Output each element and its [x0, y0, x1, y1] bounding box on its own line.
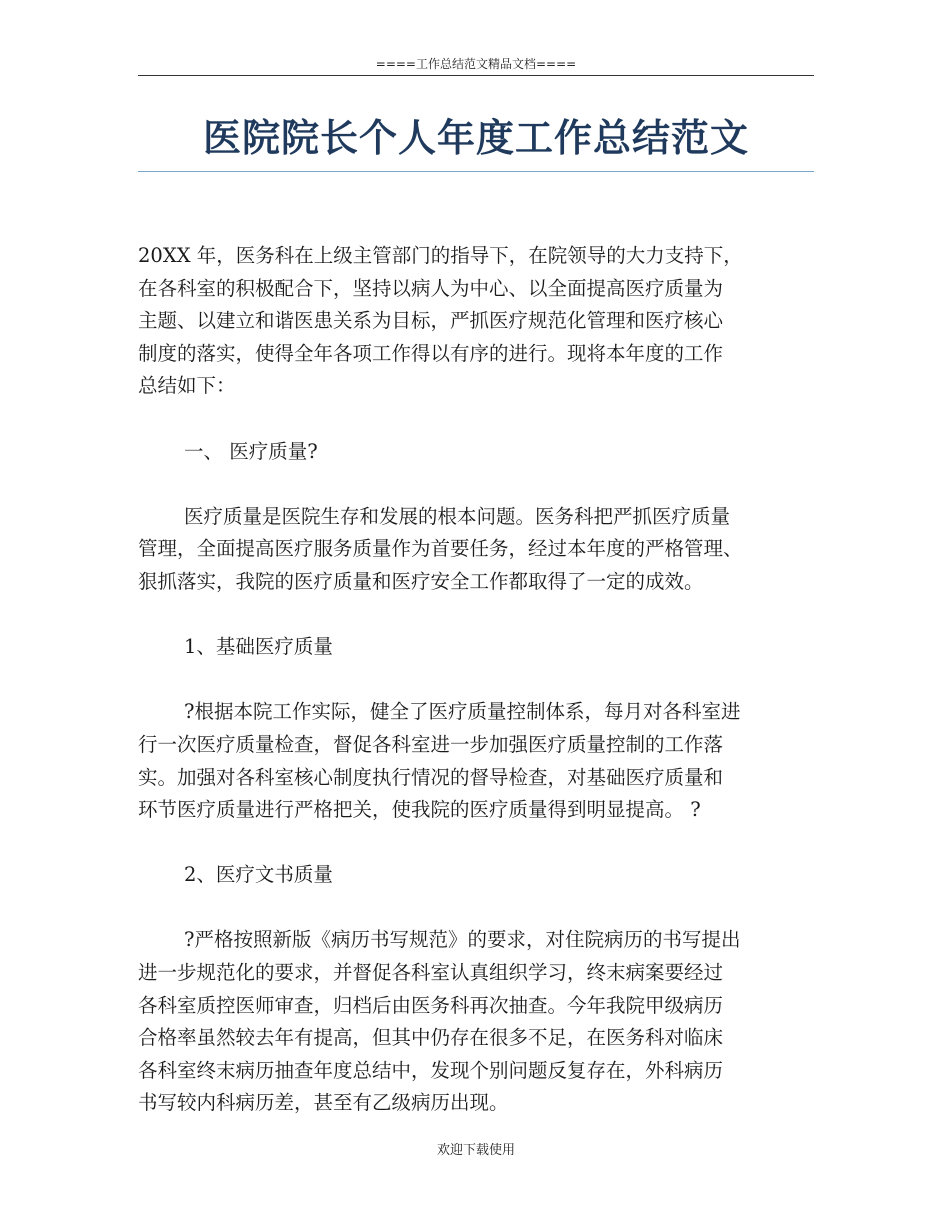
subsection-1-paragraph	[138, 696, 838, 826]
text-line: 在各科室的积极配合下，坚持以病人为中心、以全面提高医疗质量为	[138, 276, 724, 300]
title-divider	[138, 171, 814, 172]
text-line: 医疗质量是医院生存和发展的根本问题。医务科把严抓医疗质量	[184, 504, 731, 528]
text-line: 管理，全面提高医疗服务质量作为首要任务，经过本年度的严格管理、	[138, 537, 743, 561]
document-body	[138, 240, 838, 1120]
text-line: 各科室终末病历抽查年度总结中，发现个别问题反复存在，外科病历	[138, 1058, 724, 1082]
subsection-heading-basic-quality	[138, 631, 838, 664]
subsection-2-paragraph	[138, 924, 838, 1120]
text-line: ?严格按照新版《病历书写规范》的要求，对住院病历的书写提出	[184, 928, 741, 952]
text-line: 书写较内科病历差，甚至有乙级病历出现。	[138, 1091, 509, 1115]
intro-paragraph	[138, 240, 838, 403]
heading-text: 2、医疗文书质量	[184, 863, 333, 887]
page-header-label: ====工作总结范文精品文档====	[375, 57, 577, 71]
text-line: 20XX 年，医务科在上级主管部门的指导下，在院领导的大力支持下，	[138, 244, 743, 267]
document-title: 医院院长个人年度工作总结范文	[202, 116, 749, 160]
text-line: 环节医疗质量进行严格把关，使我院的医疗质量得到明显提高。 ?	[138, 798, 701, 822]
section-1-paragraph	[138, 501, 838, 599]
text-line: 行一次医疗质量检查，督促各科室进一步加强医疗质量控制的工作落	[138, 732, 724, 756]
text-line: ?根据本院工作实际，健全了医疗质量控制体系，每月对各科室进	[184, 700, 741, 724]
text-line: 合格率虽然较去年有提高，但其中仍存在很多不足，在医务科对临床	[138, 1026, 724, 1050]
text-line: 实。加强对各科室核心制度执行情况的督导检查，对基础医疗质量和	[138, 765, 724, 789]
text-line: 进一步规范化的要求，并督促各科室认真组织学习，终末病案要经过	[138, 961, 724, 985]
text-line: 制度的落实，使得全年各项工作得以有序的进行。现将本年度的工作	[138, 341, 724, 365]
text-line: 总结如下：	[138, 374, 236, 398]
heading-text: 一、 医疗质量?	[184, 439, 318, 463]
page-footer-label: 欢迎下载使用	[436, 1143, 515, 1158]
text-line: 主题、以建立和谐医患关系为目标，严抓医疗规范化管理和医疗核心	[138, 309, 724, 333]
subsection-heading-document-quality	[138, 859, 838, 892]
text-line: 各科室质控医师审查，归档后由医务科再次抽查。今年我院甲级病历	[138, 993, 724, 1017]
header-divider	[138, 75, 814, 76]
heading-text: 1、基础医疗质量	[184, 635, 333, 659]
text-line: 狠抓落实，我院的医疗质量和医疗安全工作都取得了一定的成效。	[138, 569, 704, 593]
section-heading-medical-quality	[138, 436, 838, 469]
